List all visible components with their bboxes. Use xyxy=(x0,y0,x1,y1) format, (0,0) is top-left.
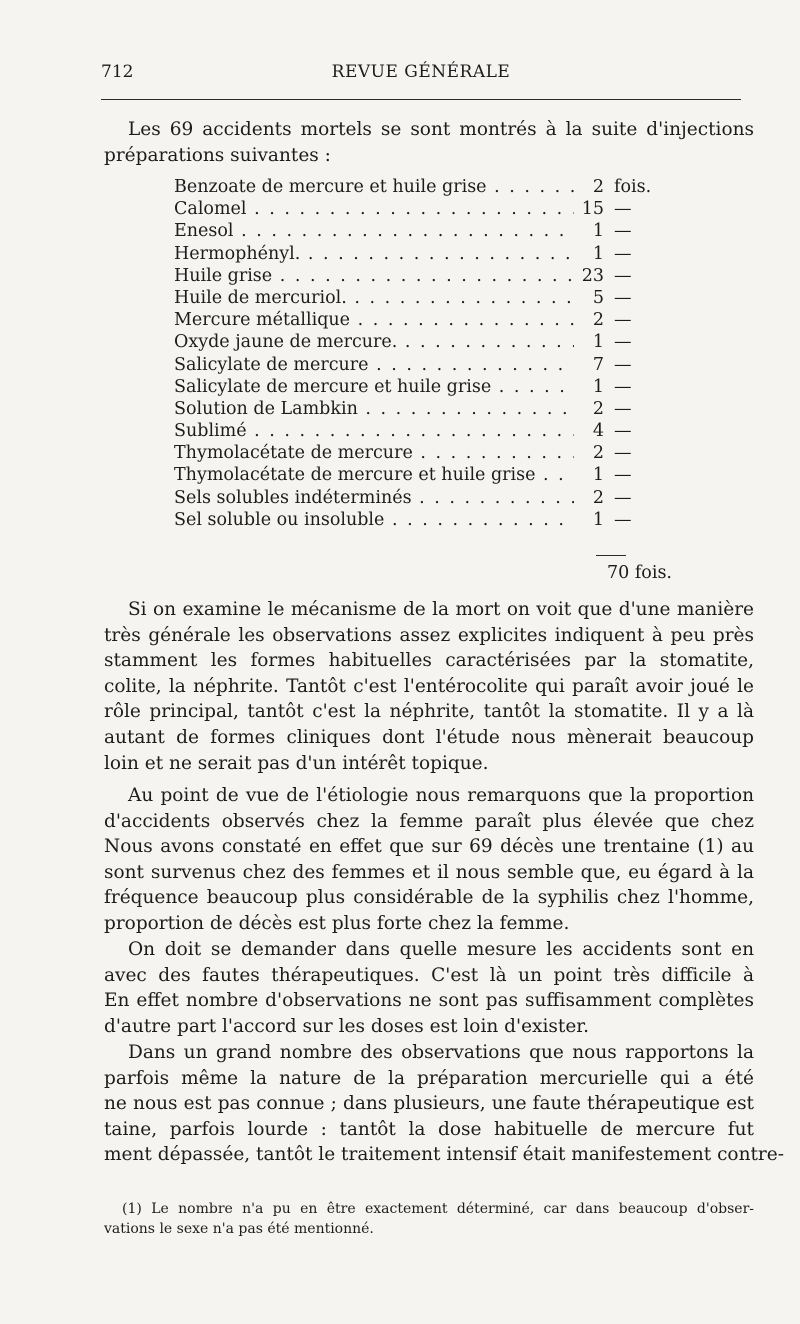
preparation-name: Salicylate de mercure et huile grise . . . xyxy=(174,377,574,397)
text-line: parfois même la nature de la préparation mercurielle qui a été xyxy=(104,1067,754,1089)
footnote-line: vations le sexe n'a pas été mentionné. xyxy=(104,1221,374,1237)
preparation-unit: — xyxy=(614,398,632,419)
text-line: proportion de décès est plus forte chez la femme. xyxy=(104,912,570,934)
text-line: fréquence beaucoup plus considérable de la syphilis chez l'homme, xyxy=(104,887,754,909)
text-line: avec des fautes thérapeutiques. C'est là un point très difficile à xyxy=(104,964,754,986)
intro-line: Les 69 accidents mortels se sont montrés à la suite d'injections xyxy=(128,119,754,140)
preparation-row xyxy=(174,288,674,310)
preparation-count: 2 xyxy=(592,310,604,331)
preparation-name: Mercure métallique . . . xyxy=(174,310,574,330)
preparation-row xyxy=(174,443,674,465)
header-rule xyxy=(101,99,741,100)
page-header xyxy=(101,62,741,86)
preparation-unit: — xyxy=(614,354,632,375)
preparation-row xyxy=(174,488,674,510)
preparation-row xyxy=(174,221,674,243)
preparation-count: 2 xyxy=(592,487,604,508)
preparation-unit: — xyxy=(614,243,632,264)
preparation-name: Huile de mercuriol. . . . xyxy=(174,288,574,308)
preparation-unit: — xyxy=(614,421,632,442)
preparation-unit: — xyxy=(614,465,632,486)
text-line: très générale les observations assez explicites indiquent à peu près xyxy=(104,624,754,646)
preparation-name: Benzoate de mercure et huile grise . . . xyxy=(174,177,574,197)
preparation-name: Oxyde jaune de mercure. . . . xyxy=(174,332,574,352)
total-rule xyxy=(596,555,626,556)
preparation-count: 1 xyxy=(592,243,604,264)
preparation-unit: — xyxy=(614,509,632,530)
preparation-count: 2 xyxy=(592,177,604,197)
preparation-row xyxy=(174,355,674,377)
text-line: Si on examine le mécanisme de la mort on voit que d'une manière xyxy=(128,599,754,620)
preparation-unit: fois. xyxy=(614,177,652,197)
preparation-unit: — xyxy=(614,443,632,464)
preparation-row xyxy=(174,510,674,532)
preparation-name: Hermophényl. . . . xyxy=(174,244,574,264)
preparation-name: Enesol . . . xyxy=(174,221,574,241)
preparation-row xyxy=(174,199,674,221)
preparation-name: Huile grise . . . xyxy=(174,266,574,286)
preparation-count: 5 xyxy=(592,287,604,308)
preparation-name: Calomel . . . xyxy=(174,199,574,219)
footnote-line: (1) Le nombre n'a pu en être exactement déterminé, car dans beaucoup d'obser- xyxy=(122,1201,754,1217)
preparation-unit: — xyxy=(614,199,632,220)
text-line: rôle principal, tantôt c'est la néphrite, tantôt la stomatite. Il y a là xyxy=(104,701,754,723)
preparation-row xyxy=(174,332,674,354)
preparation-name: Sel soluble ou insoluble . . . xyxy=(174,510,574,530)
preparation-count: 23 xyxy=(581,265,604,286)
preparation-row xyxy=(174,177,674,199)
preparation-unit: — xyxy=(614,487,632,508)
preparation-unit: — xyxy=(614,265,632,286)
text-line: sont survenus chez des femmes et il nous semble que, eu égard à la xyxy=(104,861,754,883)
footnote xyxy=(104,1199,754,1239)
preparation-unit: — xyxy=(614,310,632,331)
preparation-unit: — xyxy=(614,287,632,308)
text-line: Nous avons constaté en effet que sur 69 décès une trentaine (1) au xyxy=(104,836,754,858)
preparation-count: 1 xyxy=(592,221,604,242)
preparation-count: 1 xyxy=(592,332,604,353)
text-line: Dans un grand nombre des observations que nous rapportons la xyxy=(128,1042,754,1063)
paragraph-therapeutic-faults xyxy=(104,937,754,1039)
preparation-count: 1 xyxy=(592,509,604,530)
text-line: taine, parfois lourde : tantôt la dose habituelle de mercure fut xyxy=(104,1118,754,1140)
text-line: d'accidents observés chez la femme paraît plus élevée que chez xyxy=(104,810,754,832)
running-title: REVUE GÉNÉRALE xyxy=(331,62,511,82)
preparation-unit: — xyxy=(614,221,632,242)
text-line: loin et ne serait pas d'un intérêt topique. xyxy=(104,752,489,774)
preparation-row xyxy=(174,421,674,443)
paragraph-doses xyxy=(104,1040,784,1168)
text-line: ne nous est pas connue ; dans plusieurs, une faute thérapeutique est xyxy=(104,1093,754,1115)
preparation-count: 2 xyxy=(592,398,604,419)
preparation-count: 15 xyxy=(581,199,604,220)
text-line: colite, la néphrite. Tantôt c'est l'entérocolite qui paraît avoir joué le xyxy=(104,675,754,697)
preparation-name: Thymolacétate de mercure et huile grise . . . xyxy=(174,465,574,485)
preparation-count: 7 xyxy=(592,354,604,375)
intro-paragraph xyxy=(104,117,754,168)
preparation-count: 1 xyxy=(592,465,604,486)
preparation-row xyxy=(174,244,674,266)
paragraph-etiology xyxy=(104,783,754,937)
preparation-count: 4 xyxy=(592,421,604,442)
preparation-name: Sels solubles indéterminés . . . xyxy=(174,488,574,508)
text-line: En effet nombre d'observations ne sont pas suffisamment complètes xyxy=(104,990,754,1012)
text-line: d'autre part l'accord sur les doses est loin d'exister. xyxy=(104,1015,589,1037)
preparation-unit: — xyxy=(614,332,632,353)
preparation-name: Thymolacétate de mercure . . . xyxy=(174,443,574,463)
paragraph-mechanism xyxy=(104,597,754,776)
total-count: 70 fois. xyxy=(607,563,672,583)
preparation-row xyxy=(174,377,674,399)
preparation-name: Salicylate de mercure . . . xyxy=(174,355,574,375)
text-line: On doit se demander dans quelle mesure les accidents sont en xyxy=(128,939,754,960)
text-line: Au point de vue de l'étiologie nous remarquons que la proportion xyxy=(128,785,754,806)
preparation-row xyxy=(174,465,674,487)
intro-line: préparations suivantes : xyxy=(104,144,331,166)
preparation-row xyxy=(174,310,674,332)
preparation-count: 2 xyxy=(592,443,604,464)
preparation-row xyxy=(174,399,674,421)
preparation-count: 1 xyxy=(592,376,604,397)
page-number: 712 xyxy=(101,62,134,82)
text-line: autant de formes cliniques dont l'étude nous mènerait beaucoup xyxy=(104,726,754,748)
preparation-name: Solution de Lambkin . . . xyxy=(174,399,574,419)
text-line: ment dépassée, tantôt le traitement intensif était manifestement contre- xyxy=(104,1144,784,1166)
preparation-name: Sublimé . . . xyxy=(174,421,574,441)
preparation-unit: — xyxy=(614,376,632,397)
preparation-row xyxy=(174,266,674,288)
text-line: stamment les formes habituelles caractérisées par la stomatite, xyxy=(104,650,754,672)
preparations-list xyxy=(174,177,674,532)
